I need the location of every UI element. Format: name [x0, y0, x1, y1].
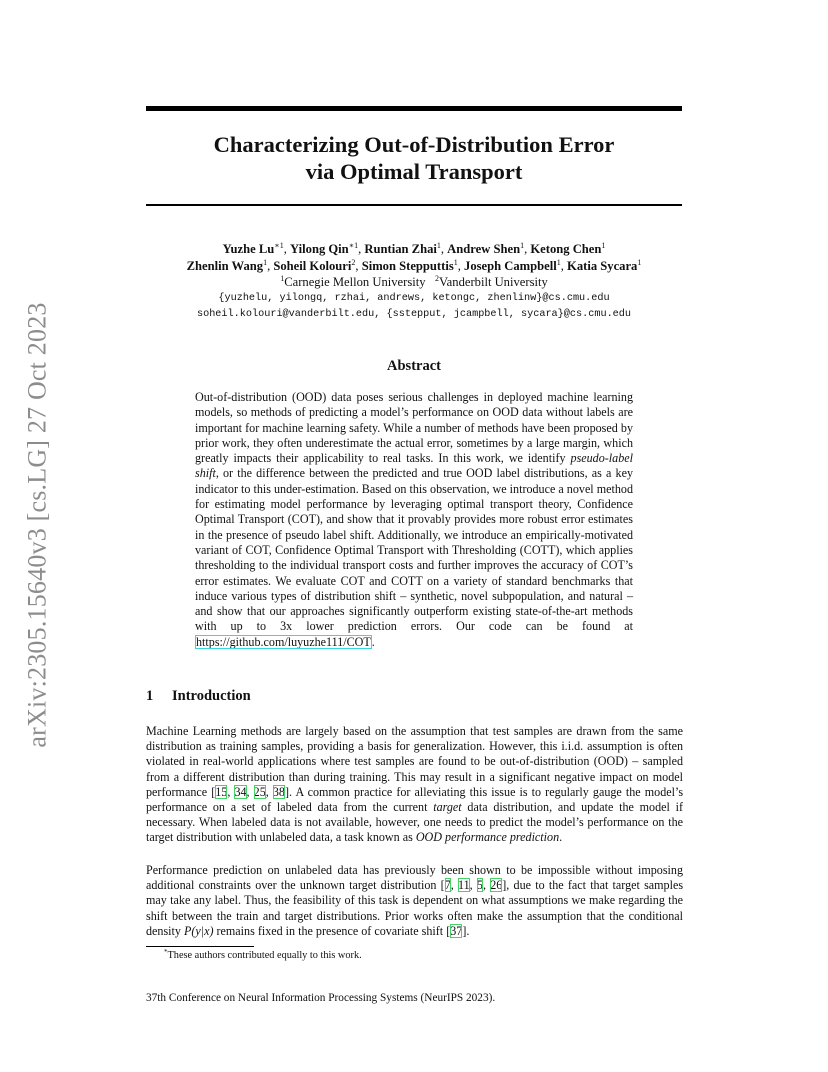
affiliation-sup: 1	[280, 274, 285, 283]
author-block	[146, 241, 682, 291]
section-title: Introduction	[172, 688, 251, 704]
citation-link[interactable]: 38	[272, 784, 285, 799]
title-line-1: Characterizing Out-of-Distribution Error	[213, 132, 615, 157]
author-sup: 1	[601, 241, 606, 250]
author-name: Ketong Chen	[530, 242, 602, 256]
author-name: Yilong Qin	[290, 242, 349, 256]
abstract-emphasis: pseudo-label shift	[195, 451, 633, 481]
footnote-mark: *	[164, 948, 168, 956]
text-run: data distribution, and update the model if necessary. When labeled data is not available, however, one needs to predict the model’s performance on the target distribution with unlabeled data, a task known as	[146, 800, 683, 845]
abstract-part: Out-of-distribution (OOD) data poses serious challenges in deployed machine learning models, so methods of predicting a model’s performance on OOD data without labels are important for machine learning safety. While a number of methods have been proposed by prior work, they often underestimate the actual error, sometimes by a large margin, which greatly impacts their applicability to real tasks. In this work, we identify	[195, 390, 633, 466]
affiliation-line	[146, 274, 682, 291]
text-run: Performance prediction on unlabeled data has previously been shown to be impossible without imposing additional constraints over the unknown target distribution [	[146, 863, 683, 893]
title-bottom-rule	[146, 204, 682, 206]
paper-title	[146, 131, 682, 185]
author-name: Simon Stepputtis	[361, 258, 454, 273]
author-name: Yuzhe Lu	[222, 242, 275, 256]
author-name: Andrew Shen	[447, 242, 521, 256]
title-top-rule	[146, 106, 682, 111]
author-name: Katia Sycara	[567, 258, 638, 273]
abstract-text	[195, 390, 633, 650]
citation-link[interactable]: 37	[450, 923, 463, 938]
citation-link[interactable]: 7	[444, 878, 451, 893]
text-run: ], due to the fact that target samples may take any label. Thus, the feasibility of this task is dependent on what assumptions we make regarding the shift between the train and target distributions. Prior works often make the assumption that the conditional density	[146, 878, 684, 938]
section-heading	[146, 688, 251, 705]
author-line-1: Yuzhe $Lu^{∗1}$, Yilong Qin$^{∗1}$, Runtian Zhai$^1$, Andrew Shen$^1$, Ketong Chen$^1$	[222, 241, 606, 256]
author-sup: 1	[453, 257, 458, 267]
citation-link[interactable]: 25	[253, 784, 266, 799]
affiliation-name: Vanderbilt University	[438, 275, 548, 289]
citation-link[interactable]: 26	[490, 878, 503, 893]
author-sup: 1	[436, 241, 441, 250]
affiliation-name: Carnegie Mellon University	[284, 275, 426, 289]
author-sup: 1	[263, 257, 268, 267]
affiliation-sup: 2	[434, 274, 439, 283]
text-run: remains fixed in the presence of covariate shift [	[213, 923, 451, 938]
author-name: Soheil Kolouri	[273, 258, 352, 273]
section-number: 1	[146, 688, 154, 704]
abstract-part: , or the difference between the predicted and true OOD label distributions, as a key indicator to this under-estimation. Based on this observation, we introduce a novel method for estimating model performance by leveraging optimal transport theory, Confidence Optimal Transport (COT), and show that it provably provides more robust error estimates in the presence of pseudo label shift. Additionally, we introduce an empirically-motivated variant of COT, Confidence Optimal Transport with Thresholding (COTT), which applies thresholding to the individual transport costs and further improves the accuracy of COT’s error estimates. We evaluate COT and COTT on a variety of standard benchmarks that induce various types of distribution shift – synthetic, novel subpopulation, and natural – and show that our approaches significantly outperform existing state-of-the-art methods with up to 3x lower prediction errors. Our code can be found at	[195, 466, 633, 634]
text-run: ]. A common practice for alleviating this issue is to regularly gauge the model’s performance on a set of labeled data from the current	[146, 784, 684, 815]
title-line-2: via Optimal Transport	[305, 159, 523, 184]
email-line: soheil.kolouri@vanderbilt.edu, {sstepput, jcampbell, sycara}@cs.cmu.edu	[196, 309, 632, 320]
intro-paragraph-1: Machine Learning methods are largely based on the assumption that test samples are drawn from the same distribution as training samples, providing a basis for generalization. However, this i.i.d. assumption is often violated in real-world applications where test samples are found to be out-of-distribution (OOD) – sampled from a different distribution than during training. This may result in a significant negative impact on model performance [15, 34, 25, 38]. A common practice for alleviating this issue is to regularly gauge the model’s performance on a set of labeled data from the current target data distribution, and update the model if necessary. When labeled data is not available, however, one needs to predict the model’s performance on the target distribution with unlabeled data, a task known as OOD performance prediction.	[146, 724, 684, 845]
author-sup: ∗1	[348, 241, 359, 250]
text-run: .	[559, 830, 563, 845]
author-sup: ∗1	[274, 241, 284, 250]
arxiv-id: arXiv:2305.15640v3 [cs.LG] 27 Oct 2023	[23, 302, 53, 748]
email-line: {yuzhelu, yilongq, rzhai, andrews, ketongc, zhenlinw}@cs.cmu.edu	[218, 293, 610, 304]
author-sup: 1	[637, 257, 642, 267]
conference-footer: 37th Conference on Neural Information Processing Systems (NeurIPS 2023).	[146, 992, 496, 1004]
citation-link[interactable]: 34	[234, 784, 247, 799]
author-sup: 1	[556, 257, 561, 267]
footnote	[164, 950, 362, 961]
intro-paragraph-2: Performance prediction on unlabeled data has previously been shown to be impossible without imposing additional constraints over the unknown target distribution [7, 11, 5, 26], due to the fact that target samples may take any label. Thus, the feasibility of this task is dependent on what assumptions we make regarding the shift between the train and target distributions. Prior works often make the assumption that the conditional density P(y|x) remains fixed in the presence of covariate shift [37].	[146, 863, 684, 938]
text-emphasis: target	[433, 800, 462, 815]
abstract-end: .	[371, 634, 375, 649]
citation-link[interactable]: 15	[215, 784, 228, 799]
footnote-rule	[146, 946, 254, 947]
author-name: Zhenlin Wang	[186, 258, 264, 273]
author-line-2: Zhenlin Wang$^1$, Soheil Kolouri$^2$, Simon Stepputtis$^1$, Joseph Campbell$^1$, Katia Sycara$^1$	[186, 257, 642, 273]
citation-link[interactable]: 5	[476, 878, 483, 893]
text-emphasis: OOD performance prediction	[415, 830, 560, 845]
text-run: ].	[462, 923, 470, 938]
code-link[interactable]: https://github.com/luyuzhe111/COT	[196, 634, 371, 649]
author-sup: 1	[520, 241, 525, 250]
arxiv-stamp	[22, 290, 54, 760]
footnote-text: These authors contributed equally to this work.	[167, 950, 362, 961]
abstract-heading: Abstract	[387, 358, 441, 374]
text-run: Machine Learning methods are largely based on the assumption that test samples are drawn from the same distribution as training samples, providing a basis for generalization. However, this i.i.d. assumption is often violated in real-world applications where test samples are found to be out-of-distribution (OOD) – sampled from a different distribution than during training. This may result in a significant negative impact on model performance [	[146, 724, 683, 799]
math-expression: P(y|x)	[183, 923, 214, 938]
author-name: Runtian Zhai	[364, 242, 437, 256]
email-block	[146, 291, 682, 323]
citation-link[interactable]: 11	[457, 878, 470, 893]
author-sup: 2	[351, 257, 356, 267]
author-name: Joseph Campbell	[464, 258, 557, 273]
